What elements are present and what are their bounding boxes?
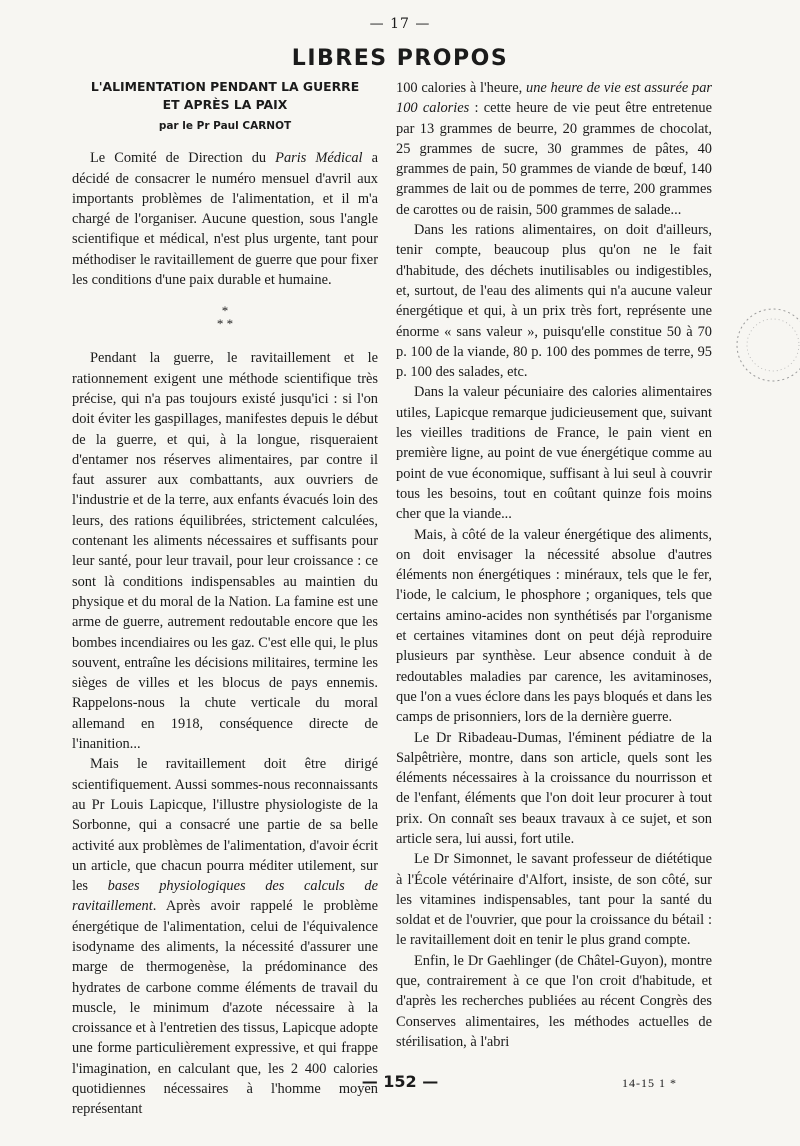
paragraph-intro: Le Comité de Direction du Paris Médical a décidé de consacrer le numéro mensuel d'avril aux importants problèmes de l'alimentation, et il m'a chargé de l'organiser. Aucune question, sous l'angle scientifique et médical, n'est plus urgente, tant pour méthodiser le ravitaillement de guerre que pour fixer les conditions d'une paix durable et humaine. [72,150,378,289]
calories-rest: : cette heure de vie peut être entretenue par 13 grammes de beurre, 20 grammes de chocolat, 25 grammes de sucre, 30 grammes de pâtes, 40 grammes de pain, 50 grammes de viande de bœuf, 140 grammes de lait ou de pommes de terre, 200 grammes de carottes ou de raisin, 500 grammes de salade... [396,100,713,218]
article-title-line-2: ET APRÈS LA PAIX [162,97,288,112]
section-title: LIBRES PROPOS [291,46,509,71]
paragraph-ribadeau-dumas: Le Dr Ribadeau-Dumas, l'éminent pédiatre de la Salpêtrière, montre, dans son article, quels sont les éléments nécessaires à la croissance du nourrisson et de l'enfant, éléments que l'on doit leur procurer à tout prix. On connaît ses beaux travaux à ce sujet, et son article sera, lui aussi, fort utile. [396,729,712,847]
paragraph-rations: Dans les rations alimentaires, on doit d'ailleurs, tenir compte, beaucoup plus qu'on ne le fait d'habitude, des déchets inutilisables ou indigestibles, et, surtout, de l'eau des aliments qui n'a aucune valeur énergétique et qui, à un prix très fort, représente une énorme « sans valeur », puisqu'elle constitue 50 à 70 p. 100 de la viande, 80 p. 100 des pommes de terre, 95 p. 100 des salades, etc. [396,222,712,381]
asterism-ornament [72,304,378,330]
asterism-top: * [221,303,229,319]
paragraph-war-rationing: Pendant la guerre, le ravitaillement et le rationnement exigent une méthode scientifique très précise, qui n'a pas toujours existé jusqu'ici : si l'on doit éviter les gaspillages, manifestes depuis le début de la guerre, et qui, à la longue, risqueraient d'entamer nos réserves alimentaires, par contre il faut assurer aux combattants, aux ouvriers de l'industrie et de la terre, aux enfants évacués loin des leurs, des rations équilibrées, strictement calculées, contenant les aliments nécessaires et suffisants pour leur santé, pour leur travail, pour leur croissance : ce sont là conditions indispensables au maintien du physique et du moral de la Nation. La famine est une arme de guerre, autrement redoutable encore que les bombes incendiaires ou les gaz. C'est elle qui, le plus souvent, entraîne les décisions militaires, termine les sièges de villes et les blocus de pays ennemis. Rappelons-nous la chute verticale du moral allemand en 1918, conséquence directe de l'inanition... [72,350,378,753]
paragraph-calories-continued [396,78,712,220]
right-column [396,78,712,1052]
asterism-bottom: * * [216,316,234,332]
paragraph-gaehlinger: Enfin, le Dr Gaehlinger (de Châtel-Guyon), montre que, contrairement à ce que l'on croit d'habitude, et d'après les recherches publiées au récent Congrès des Conserves alimentaires, les méthodes actuelles de stérilisation, à l'abri [396,952,712,1050]
byline: par le Pr Paul CARNOT [158,120,292,132]
italic-paris-medical: Paris Médical [275,150,363,167]
left-column [72,78,378,1120]
paragraph-lapicque: Mais le ravitaillement doit être dirigé scientifiquement. Aussi sommes-nous reconnaissants au Pr Louis Lapicque, l'illustre physiologiste de la Sorbonne, qui a consacré une partie de sa belle activité aux problèmes de l'alimentation, d'avoir écrit un article, que chacun pourra méditer utilement, sur les bases physiologiques des calculs de ravitaillement. Après avoir rappelé le problème énergétique de l'alimentation, celui de l'équivalence isodyname des aliments, la nécessité d'assurer une marge de thermogenèse, la prédominance des hydrates de carbone comme éléments de travail du muscle, le minimum d'azote nécessaire à la croissance et à l'entretien des tissus, Lapicque adopte une forme particulièrement expressive, et qui frappe l'imagination, en calculant que, les 2 400 calories quotidiennes nécessaires à l'homme moyen représentant [72,756,378,1118]
paragraph-non-energetic: Mais, à côté de la valeur énergétique des aliments, on doit envisager la nécessité absolue d'autres éléments non énergétiques : minéraux, tels que le fer, l'iode, le calcium, le phosphore ; organiques, tels que certains amino-acides non synthétisés par l'organisme et certaines vitamines dont on peut déjà reproduire plusieurs par synthèse. Leur absence conduit à de redoutables maladies par carence, les avitaminoses, que l'on a vues éclore dans les pays bloqués et dans les camps de prisonniers, lors de la dernière guerre. [396,526,712,726]
paragraph-simonnet: Le Dr Simonnet, le savant professeur de diététique à l'École vétérinaire d'Alfort, insiste, de son côté, sur les vitamines indispensables, tant pour la santé du soldat et de l'ouvrier, que pour la croissance du bétail : le ravitaillement doit en tenir le plus grand compte. [396,851,712,949]
italic-bases-physiologiques: bases physiologiques des calculs de ravitaillement [72,878,378,915]
footer-page-number: — 152 — [361,1072,439,1091]
paragraph-pecuniary-value: Dans la valeur pécuniaire des calories alimentaires utiles, Lapicque remarque judicieusement que, suivant les vieilles traditions de France, le pain vient en première ligne, au point de vue énergétique comme au point de vue économique, suffisant à lui seul à couvrir tous les besoins, tout en coûtant quinze fois moins cher que la viande... [396,384,712,523]
library-stamp-mark [728,300,800,390]
article-title [72,78,378,114]
top-page-number: — 17 — [369,16,431,32]
footer-signature: 14-15 1 * [622,1076,677,1090]
article-title-line-1: L'ALIMENTATION PENDANT LA GUERRE [90,79,360,94]
calories-italic: une heure de vie est assurée par 100 calories [396,80,712,117]
calories-plain: 100 calories à l'heure, [396,80,526,96]
